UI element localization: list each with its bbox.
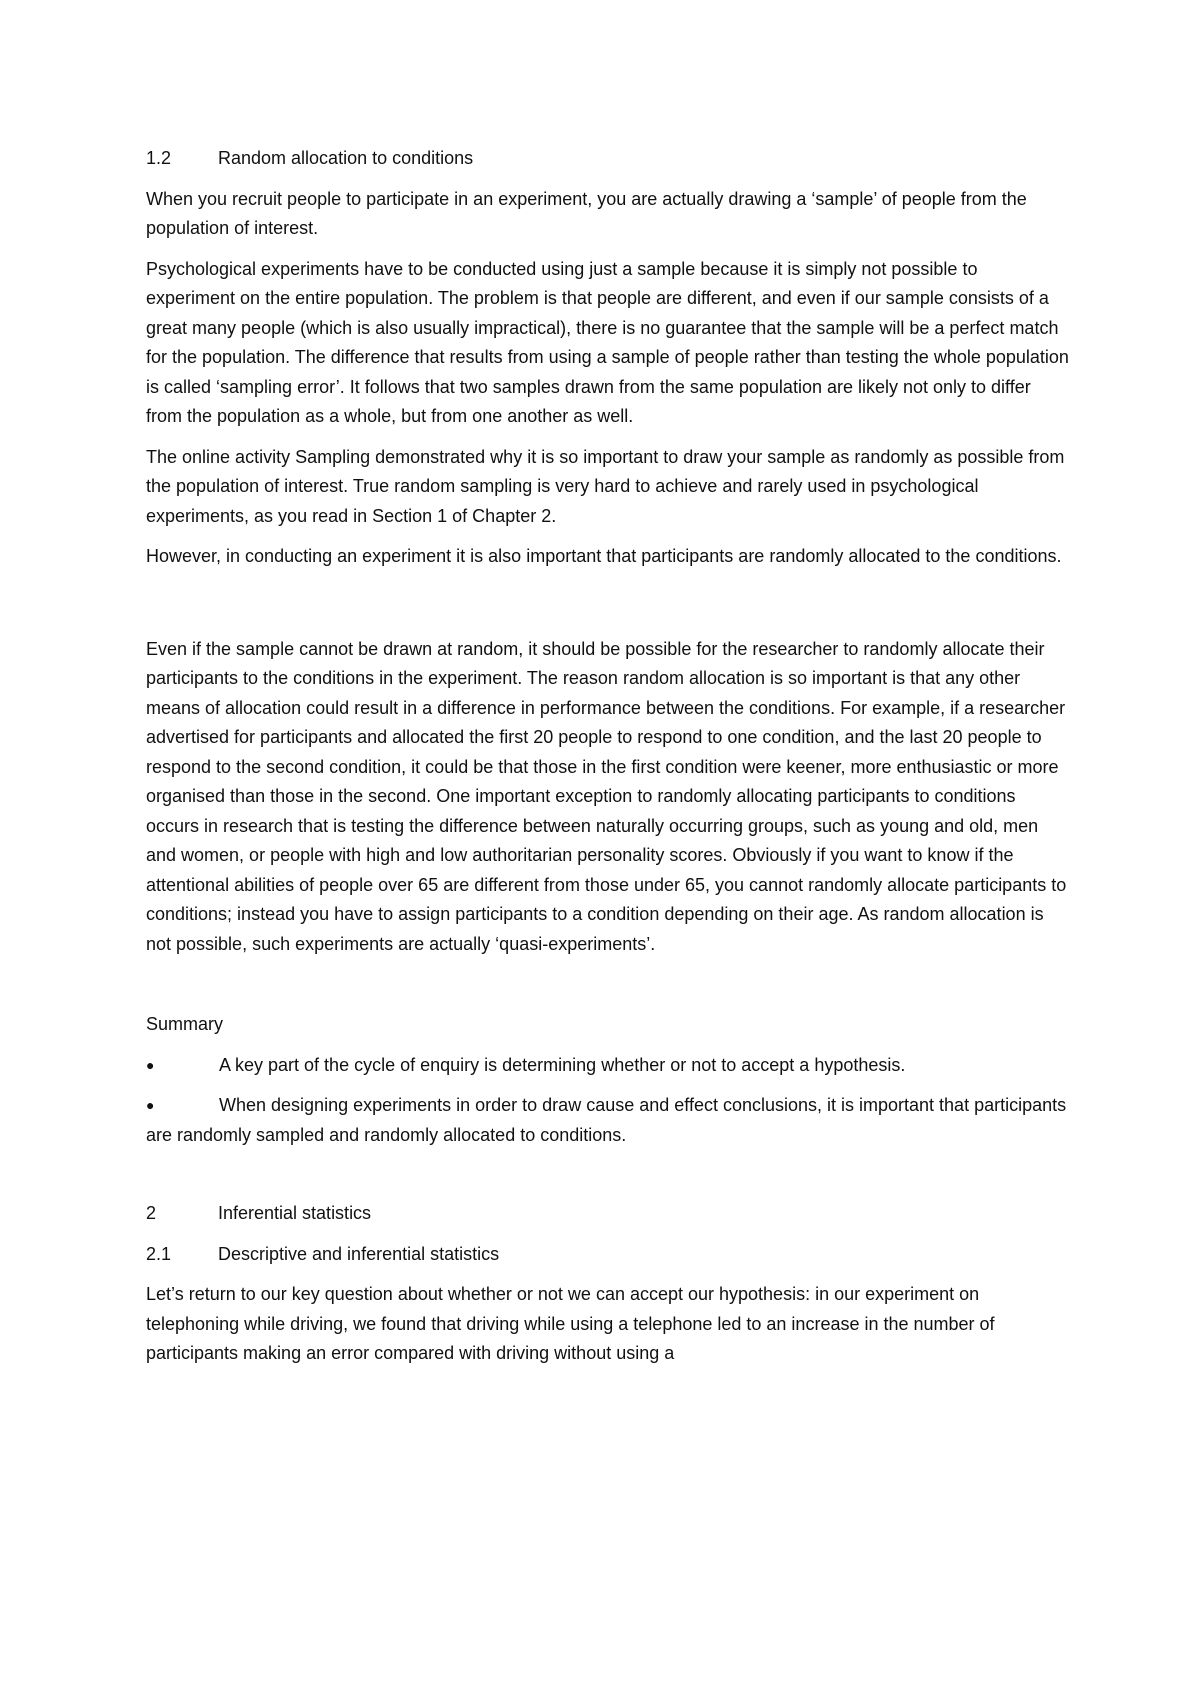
summary-title: Summary [146,1014,224,1034]
document-body [146,144,1070,1380]
paragraph-sample-intro: When you recruit people to participate in an experiment, you are actually drawing a ‘sample’ of people from the population of interest. [146,188,1027,238]
section-number: 2.1 [146,1243,172,1264]
paragraph-sampling-error: Psychological experiments have to be conducted using just a sample because it is simply not possible to experiment on the entire population. The problem is that people are different, and even if our sample consists of a great many people (which is also usually impractical), there is no guarantee that the sample will be a perfect match for the population. The difference that results from using a sample of people rather than testing the whole population is called ‘sampling error’. It follows that two samples drawn from the same population are likely not only to differ from the population as a whole, but from one another as well. [146,258,1069,426]
summary-bullet-text: A key part of the cycle of enquiry is determining whether or not to accept a hypothesis. [219,1054,906,1075]
section-heading-1-2 [146,144,1070,174]
bullet-icon: ● [146,1056,155,1073]
section-number: 2 [146,1203,157,1223]
section-heading-2 [146,1199,1070,1229]
paragraph-random-allocation-intro: However, in conducting an experiment it is also important that participants are randomly allocated to the conditions. [146,546,1062,566]
paragraph-random-allocation: Even if the sample cannot be drawn at random, it should be possible for the researcher to randomly allocate their participants to the conditions in the experiment. The reason random allocation is so important is that any other means of allocation could result in a difference in performance between the conditions. For example, if a researcher advertised for participants and allocated the first 20 people to respond to one condition, and the last 20 people to respond to the second condition, it could be that those in the first condition were keener, more enthusiastic or more organised than those in the second. One important exception to randomly allocating participants to conditions occurs in research that is testing the difference between naturally occurring groups, such as young and old, men and women, or people with high and low authoritarian personality scores. Obviously if you want to know if the attentional abilities of people over 65 are different from those under 65, you cannot randomly allocate participants to conditions; instead you have to assign participants to a condition depending on their age. As random allocation is not possible, such experiments are actually ‘quasi-experiments’. [146,638,1067,954]
summary-bullet-item [146,1091,1070,1150]
paragraph-online-activity: The online activity Sampling demonstrated why it is so important to draw your sample as randomly as possible from the population of interest. True random sampling is very hard to achieve and rarely used in psychological experiments, as you read in Section 1 of Chapter 2. [146,446,1065,526]
summary-bullet-text: When designing experiments in order to draw cause and effect conclusions, it is important that participants are randomly sampled and randomly allocated to conditions. [146,1095,1067,1145]
section-heading-2-1 [146,1240,1070,1270]
spacer [146,583,1070,635]
summary-bullet-item [146,1051,1070,1081]
section-title: Inferential statistics [218,1203,372,1223]
section-number: 1.2 [146,148,172,168]
section-title: Descriptive and inferential statistics [218,1243,500,1264]
section-title: Random allocation to conditions [218,148,474,168]
bullet-icon: ● [146,1097,155,1113]
spacer [146,970,1070,1010]
paragraph-key-question: Let’s return to our key question about whether or not we can accept our hypothesis: in our experiment on telephoning while driving, we found that driving while using a telephone led to an increase in the number of participants making an error compared with driving without using a [146,1284,995,1363]
spacer [146,1161,1070,1199]
